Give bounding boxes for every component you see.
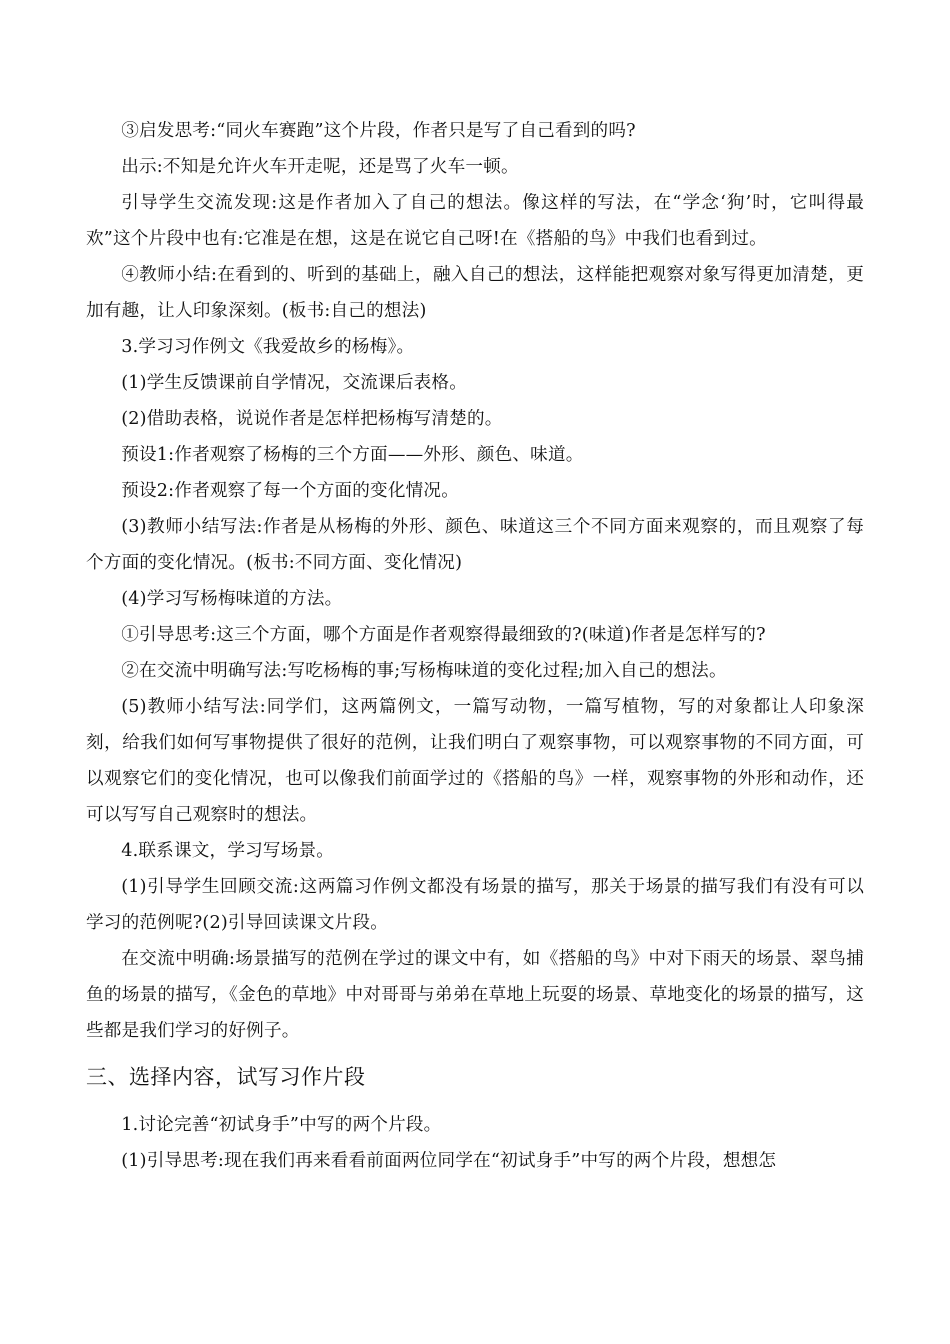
paragraph: 预设1:作者观察了杨梅的三个方面——外形、颜色、味道。 <box>121 445 584 465</box>
document-page <box>86 113 864 1179</box>
paragraph: (1)引导学生回顾交流:这两篇习作例文都没有场景的描写，那关于场景的描写我们有没有可以学习的范例呢?(2)引导回读课文片段。 <box>86 877 864 933</box>
paragraph: ②在交流中明确写法:写吃杨梅的事;写杨梅味道的变化过程;加入自己的想法。 <box>121 661 727 681</box>
paragraph: (5)教师小结写法:同学们，这两篇例文，一篇写动物，一篇写植物，写的对象都让人印象深刻，给我们如何写事物提供了很好的范例，让我们明白了观察事物，可以观察事物的不同方面，可以观察它们的变化情况，也可以像我们前面学过的《搭船的鸟》一样，观察事物的外形和动作，还可以写写自己观察时的想法。 <box>86 697 864 825</box>
section-heading: 三、选择内容，试写习作片段 <box>86 1065 366 1089</box>
paragraph: 预设2:作者观察了每一个方面的变化情况。 <box>121 481 459 501</box>
paragraph: (3)教师小结写法:作者是从杨梅的外形、颜色、味道这三个不同方面来观察的，而且观察了每个方面的变化情况。(板书:不同方面、变化情况) <box>86 517 864 573</box>
paragraph: 1.讨论完善“初试身手”中写的两个片段。 <box>121 1115 442 1135</box>
paragraph: 4.联系课文，学习写场景。 <box>121 841 335 861</box>
paragraph: (2)借助表格，说说作者是怎样把杨梅写清楚的。 <box>121 409 503 429</box>
paragraph: 出示:不知是允许火车开走呢，还是骂了火车一顿。 <box>121 157 519 177</box>
paragraph: 3.学习习作例文《我爱故乡的杨梅》。 <box>121 337 415 357</box>
paragraph: ③启发思考:“同火车赛跑”这个片段，作者只是写了自己看到的吗? <box>121 121 636 141</box>
paragraph: 引导学生交流发现:这是作者加入了自己的想法。像这样的写法，在“学念‘狗’时，它叫得最欢”这个片段中也有:它准是在想，这是在说它自己呀!在《搭船的鸟》中我们也看到过。 <box>86 193 864 249</box>
paragraph: (4)学习写杨梅味道的方法。 <box>121 589 343 609</box>
paragraph: ①引导思考:这三个方面，哪个方面是作者观察得最细致的?(味道)作者是怎样写的? <box>121 625 766 645</box>
paragraph: 在交流中明确:场景描写的范例在学过的课文中有，如《搭船的鸟》中对下雨天的场景、翠鸟捕鱼的场景的描写，《金色的草地》中对哥哥与弟弟在草地上玩耍的场景、草地变化的场景的描写，这些都是我们学习的好例子。 <box>86 949 864 1041</box>
paragraph: ④教师小结:在看到的、听到的基础上，融入自己的想法，这样能把观察对象写得更加清楚，更加有趣，让人印象深刻。(板书:自己的想法) <box>86 265 864 321</box>
paragraph: (1)学生反馈课前自学情况，交流课后表格。 <box>121 373 467 393</box>
paragraph: (1)引导思考:现在我们再来看看前面两位同学在“初试身手”中写的两个片段，想想怎 <box>121 1151 777 1171</box>
